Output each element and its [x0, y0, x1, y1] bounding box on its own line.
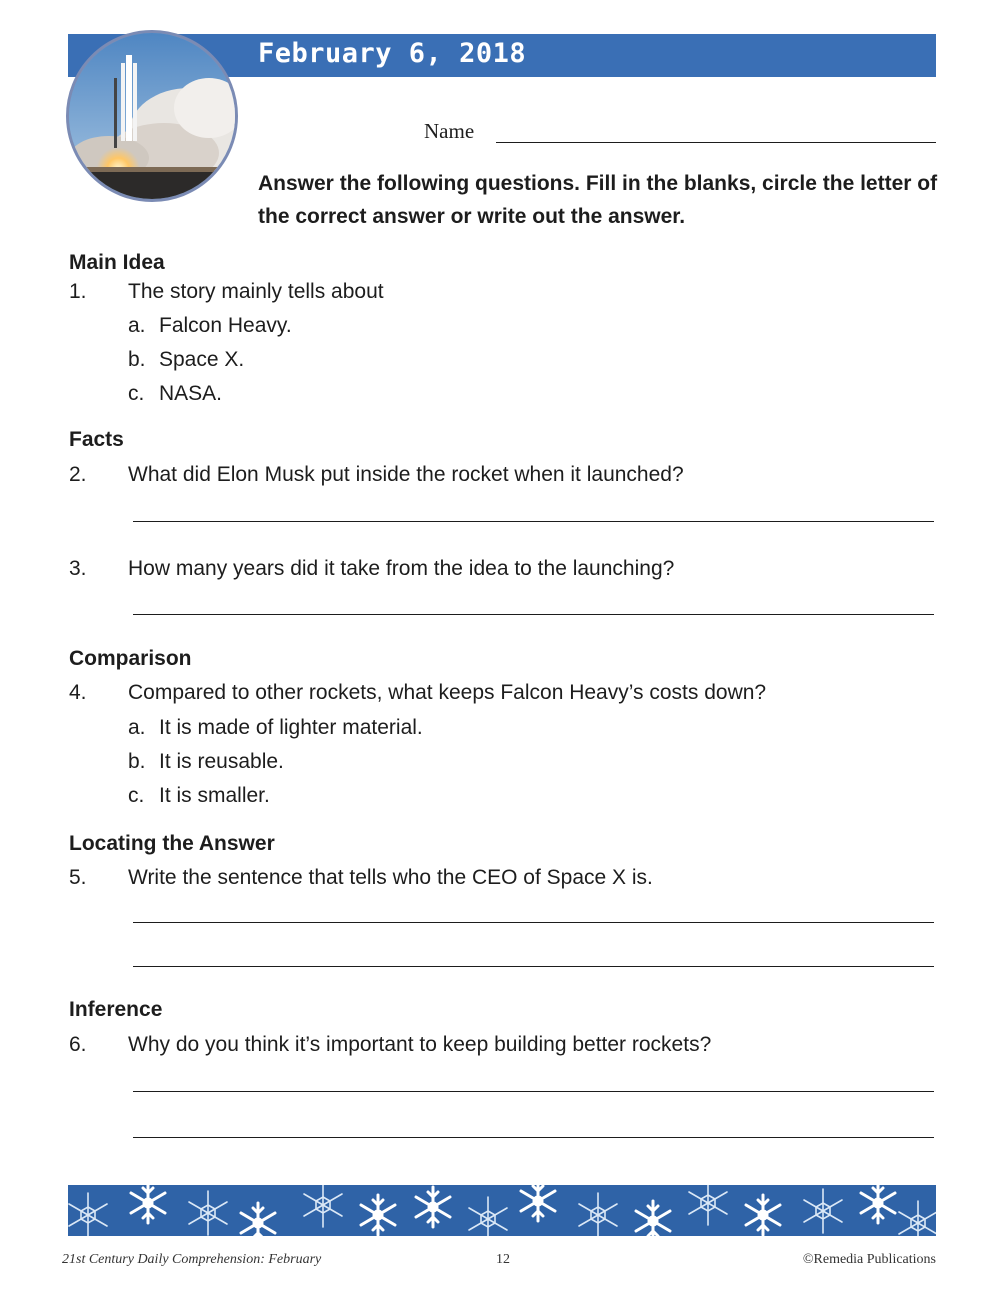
name-label: Name — [424, 119, 475, 143]
option-letter: c. — [128, 784, 145, 807]
question-text: What did Elon Musk put inside the rocket when it launched? — [128, 463, 684, 486]
question-number: 4. — [69, 681, 87, 704]
option-text: Space X. — [159, 348, 245, 371]
option-text: NASA. — [159, 382, 223, 405]
question-text: How many years did it take from the idea to the launching? — [128, 557, 675, 580]
snowflake-decorative-band — [68, 1185, 936, 1236]
footer-page-number: 12 — [496, 1252, 510, 1267]
option-text: Falcon Heavy. — [159, 314, 292, 337]
answer-line-q5-2[interactable] — [133, 966, 934, 967]
question-number: 2. — [69, 463, 87, 486]
question-text: Why do you think it’s important to keep building better rockets? — [128, 1033, 712, 1056]
option-letter: a. — [128, 314, 146, 337]
section-main-idea: Main Idea — [69, 251, 165, 274]
answer-line-q2[interactable] — [133, 521, 934, 522]
page-date-title: February 6, 2018 — [258, 38, 527, 69]
question-2 — [69, 463, 684, 487]
option-text: It is reusable. — [159, 750, 284, 773]
question-1-option-a[interactable] — [128, 314, 292, 338]
answer-line-q3[interactable] — [133, 614, 934, 615]
question-number: 6. — [69, 1033, 87, 1056]
question-number: 1. — [69, 280, 87, 303]
question-text: Compared to other rockets, what keeps Falcon Heavy’s costs down? — [128, 681, 767, 704]
section-locating-the-answer: Locating the Answer — [69, 832, 275, 855]
question-1-option-b[interactable] — [128, 348, 244, 372]
option-letter: c. — [128, 382, 145, 405]
footer-publisher: ©Remedia Publications — [802, 1252, 936, 1267]
name-input-line[interactable] — [496, 142, 936, 143]
instructions: Answer the following questions. Fill in the blanks, circle the letter of the correct answer or write out the answer. — [258, 172, 938, 228]
answer-line-q6-2[interactable] — [133, 1137, 934, 1138]
option-text: It is smaller. — [159, 784, 270, 807]
question-6 — [69, 1033, 711, 1057]
option-letter: b. — [128, 348, 146, 371]
rocket-launch-image — [69, 33, 235, 199]
question-number: 3. — [69, 557, 87, 580]
question-text: Write the sentence that tells who the CEO of Space X is. — [128, 866, 653, 889]
question-text: The story mainly tells about — [128, 280, 384, 303]
question-1-option-c[interactable] — [128, 382, 222, 406]
section-facts: Facts — [69, 428, 124, 451]
question-5 — [69, 866, 653, 890]
rocket-launch-photo — [66, 30, 238, 202]
question-1 — [69, 280, 384, 304]
snowflake-icons — [68, 1185, 936, 1236]
footer-book-title: 21st Century Daily Comprehension: February — [62, 1252, 322, 1267]
section-inference: Inference — [69, 998, 163, 1021]
answer-line-q5-1[interactable] — [133, 922, 934, 923]
question-4-option-a[interactable] — [128, 716, 423, 740]
question-4-option-b[interactable] — [128, 750, 284, 774]
answer-line-q6-1[interactable] — [133, 1091, 934, 1092]
option-letter: b. — [128, 750, 146, 773]
option-letter: a. — [128, 716, 146, 739]
section-comparison: Comparison — [69, 647, 192, 670]
question-4 — [69, 681, 766, 705]
question-3 — [69, 557, 674, 581]
option-text: It is made of lighter material. — [159, 716, 423, 739]
question-4-option-c[interactable] — [128, 784, 270, 808]
question-number: 5. — [69, 866, 87, 889]
